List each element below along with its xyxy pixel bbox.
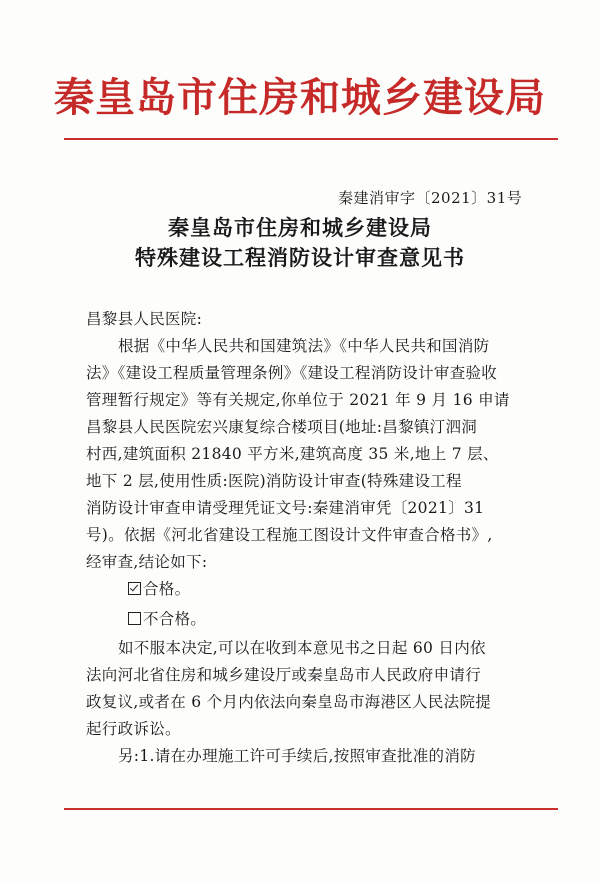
letterhead-title: 秦皇岛市住房和城乡建设局 [54,74,546,121]
unchecked-box-icon [128,612,141,625]
option-unqualified-label: 不合格。 [143,610,207,628]
document-title-line1: 秦皇岛市住房和城乡建设局 [168,215,432,240]
body-line: 法》《建设工程质量管理条例》《建设工程消防设计审查验收 [86,364,498,382]
letterhead-red-rule [64,138,558,140]
document-title-line2: 特殊建设工程消防设计审查意见书 [135,245,465,270]
appeal-line: 起行政诉讼。 [86,720,181,738]
body-line: 村西,建筑面积 21840 平方米,建筑高度 35 米,地上 7 层、 [86,445,499,463]
document-number: 秦建消审字〔2021〕31号 [338,189,523,207]
checked-box-icon [128,582,141,595]
option-qualified [86,576,556,603]
body-line: 管理暂行规定》等有关规定,你单位于 2021 年 9 月 16 申请 [86,391,510,409]
document-body [86,306,556,770]
body-line: 号)。依据《河北省建设工程施工图设计文件审查合格书》, [86,526,493,544]
body-line: 昌黎县人民医院宏兴康复综合楼项目(地址:昌黎镇汀泗洞 [86,418,478,436]
body-line: 地下 2 层,使用性质:医院)消防设计审查(特殊建设工程 [86,472,462,490]
body-line: 根据《中华人民共和国建筑法》《中华人民共和国消防 [118,337,490,355]
note-line: 另:1.请在办理施工许可手续后,按照审查批准的消防 [118,747,476,765]
appeal-line: 如不服本决定,可以在收到本意见书之日起 60 日内依 [118,639,486,657]
footer-red-rule [64,808,558,810]
appeal-line: 法向河北省住房和城乡建设厅或秦皇岛市人民政府申请行 [86,666,482,684]
option-qualified-label: 合格。 [143,580,191,598]
body-line: 消防设计审查申请受理凭证文号:秦建消审凭〔2021〕31 [86,499,485,517]
option-unqualified [86,606,556,633]
appeal-line: 政复议,或者在 6 个月内依法向秦皇岛市海港区人民法院提 [86,693,492,711]
recipient: 昌黎县人民医院: [86,310,203,328]
body-line: 经审查,结论如下: [86,553,208,571]
